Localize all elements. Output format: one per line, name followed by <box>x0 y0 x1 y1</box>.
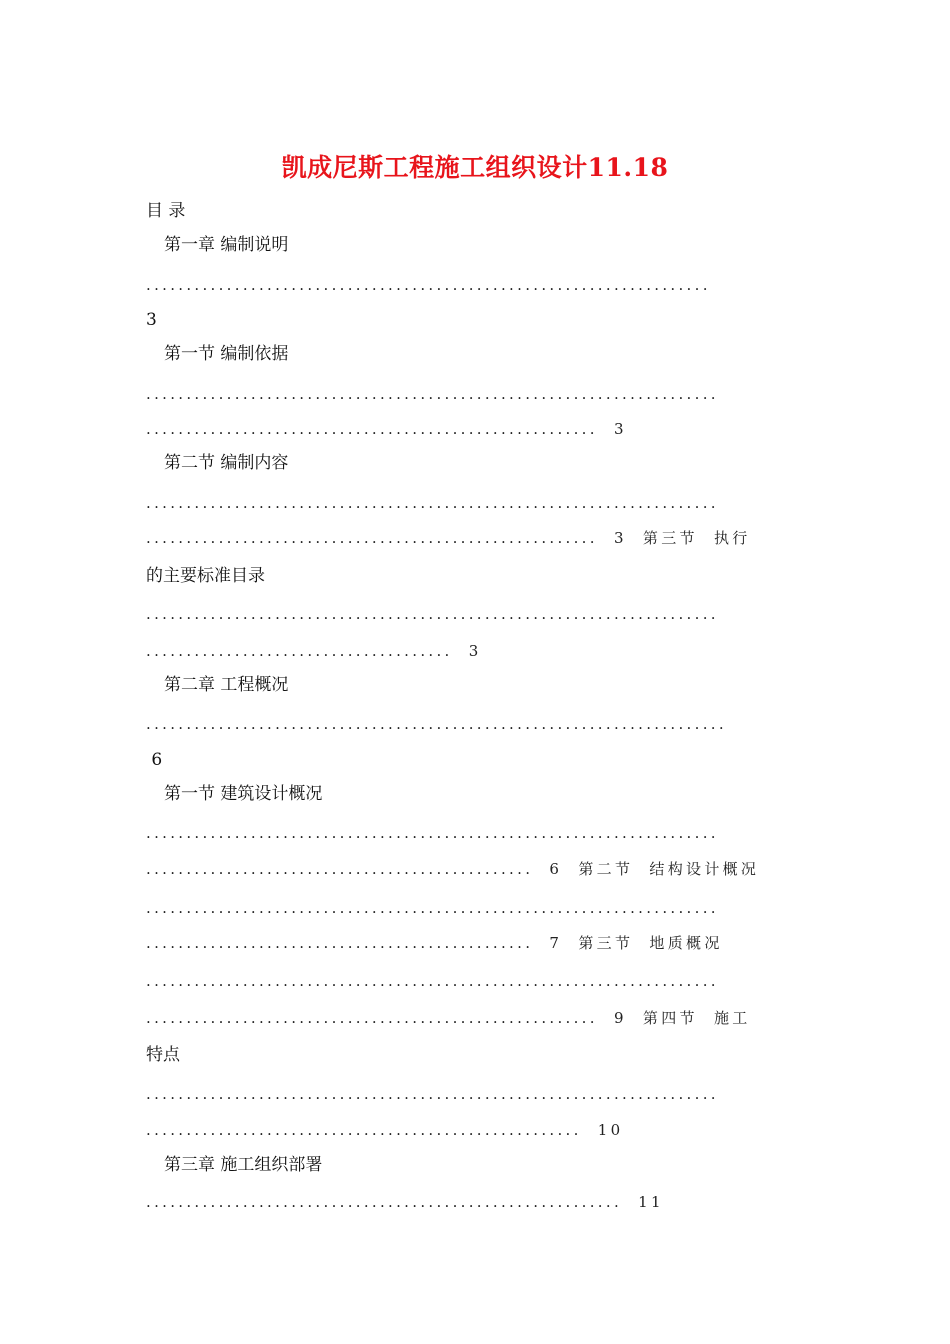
toc-leader-with-page: ................................................ 7 第三节 地质概况 <box>146 934 723 952</box>
toc-section: 第二节 编制内容 <box>164 453 289 473</box>
toc-heading: 目 录 <box>146 201 186 221</box>
toc-leader: ....................................................................... <box>146 899 719 917</box>
toc-page-number: 6 <box>146 750 163 770</box>
toc-leader-with-page: ........................................................... 11 <box>146 1193 664 1211</box>
toc-leader: ....................................................................... <box>146 494 719 512</box>
toc-leader-with-page: ........................................................ 3 第三节 执行 <box>146 529 751 547</box>
toc-leader: ....................................................................... <box>146 605 719 623</box>
document-title: 凯成尼斯工程施工组织设计11.18 <box>281 153 669 182</box>
toc-page-number: 3 <box>146 310 157 330</box>
toc-chapter-1: 第一章 编制说明 <box>164 235 289 255</box>
toc-leader: ........................................................................ <box>146 715 727 733</box>
toc-section: 第一节 编制依据 <box>164 344 289 364</box>
toc-leader-with-page: ...................................................... 10 <box>146 1121 624 1139</box>
toc-chapter-2: 第二章 工程概况 <box>164 675 289 695</box>
toc-leader: ...................................................................... <box>146 276 711 294</box>
toc-leader: ....................................................................... <box>146 972 719 990</box>
toc-leader-with-page: ...................................... 3 <box>146 642 482 660</box>
toc-leader: ....................................................................... <box>146 1085 719 1103</box>
toc-leader-with-page: ................................................ 6 第二节 结构设计概况 <box>146 860 760 878</box>
toc-section: 第一节 建筑设计概况 <box>164 784 323 804</box>
toc-section-continued: 特点 <box>146 1045 180 1065</box>
toc-leader-with-page: ........................................................ 3 <box>146 420 627 438</box>
toc-leader: ....................................................................... <box>146 385 719 403</box>
toc-chapter-3: 第三章 施工组织部署 <box>164 1155 323 1175</box>
toc-section-continued: 的主要标准目录 <box>146 566 265 586</box>
toc-leader-with-page: ........................................................ 9 第四节 施工 <box>146 1009 751 1027</box>
toc-leader: ....................................................................... <box>146 824 719 842</box>
